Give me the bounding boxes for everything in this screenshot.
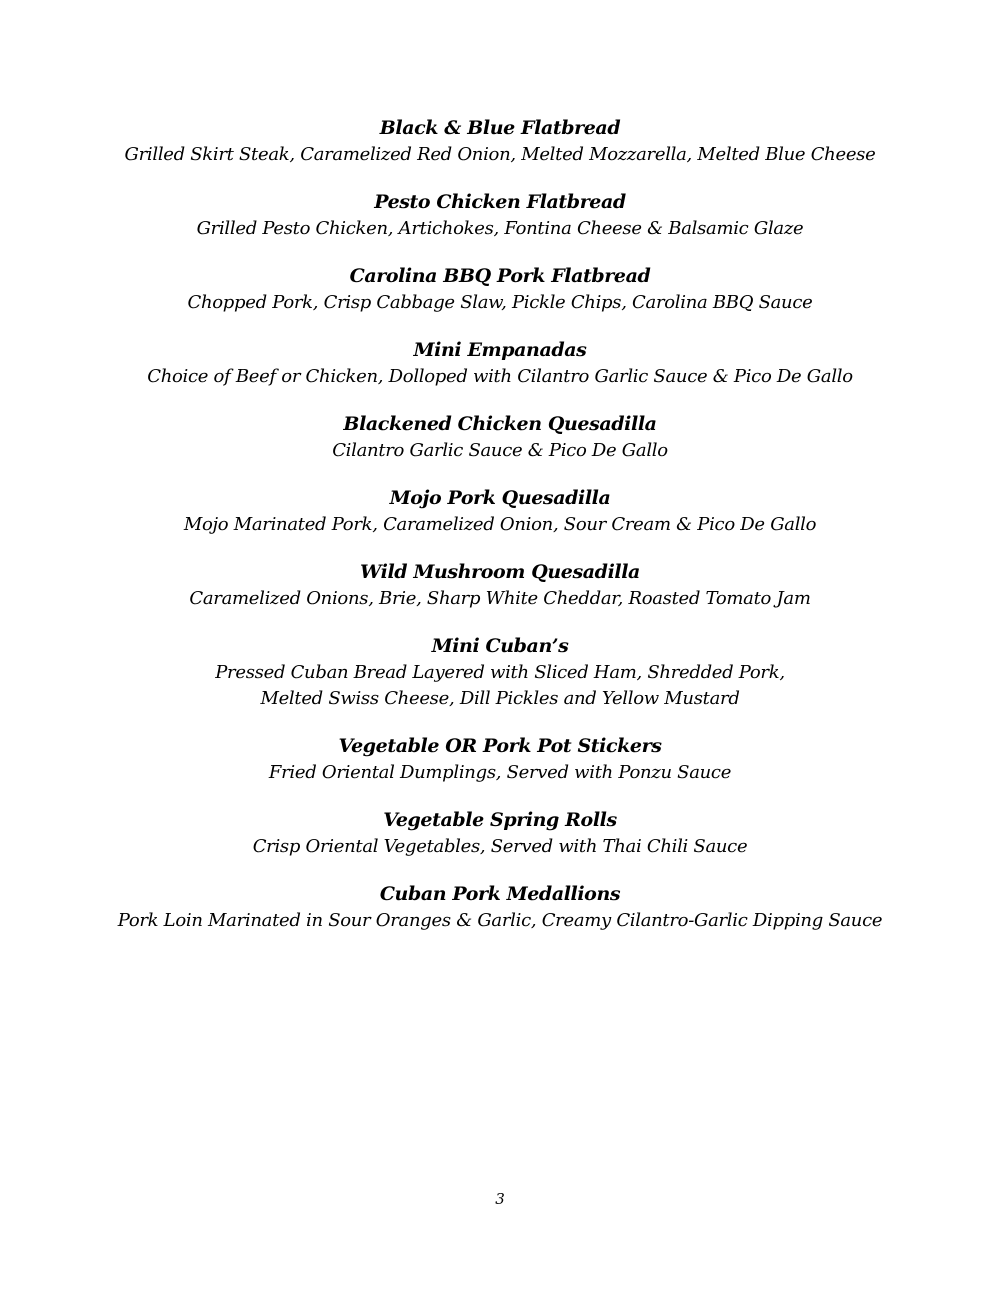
- menu-item-blackened-chicken-quesadilla: [0, 411, 1000, 464]
- menu-item-black-blue-flatbread: [0, 115, 1000, 168]
- item-description: Fried Oriental Dumplings, Served with Ponzu Sauce: [268, 762, 732, 783]
- item-name: Mini Empanadas: [413, 339, 587, 361]
- item-name: Mojo Pork Quesadilla: [389, 487, 611, 509]
- item-name: Wild Mushroom Quesadilla: [360, 561, 640, 583]
- menu-item-mini-cubans: [0, 633, 1000, 712]
- item-name: Vegetable OR Pork Pot Stickers: [338, 735, 662, 757]
- item-description: Pressed Cuban Bread Layered with Sliced Ham, Shredded Pork, Melted Swiss Cheese, Dill Pickles and Yellow Mustard: [215, 662, 785, 709]
- menu-item-pesto-chicken-flatbread: [0, 189, 1000, 242]
- menu-item-carolina-bbq-pork-flatbread: [0, 263, 1000, 316]
- item-description: Crisp Oriental Vegetables, Served with Thai Chili Sauce: [252, 836, 748, 857]
- item-description: Pork Loin Marinated in Sour Oranges & Garlic, Creamy Cilantro-Garlic Dipping Sauce: [117, 910, 883, 931]
- item-name: Pesto Chicken Flatbread: [374, 191, 626, 213]
- item-description: Chopped Pork, Crisp Cabbage Slaw, Pickle Chips, Carolina BBQ Sauce: [187, 292, 813, 313]
- menu-item-cuban-pork-medallions: [0, 881, 1000, 934]
- item-name: Vegetable Spring Rolls: [383, 809, 617, 831]
- menu-item-pot-stickers: [0, 733, 1000, 786]
- item-description: Grilled Pesto Chicken, Artichokes, Fontina Cheese & Balsamic Glaze: [196, 218, 804, 239]
- menu-item-vegetable-spring-rolls: [0, 807, 1000, 860]
- item-description: Cilantro Garlic Sauce & Pico De Gallo: [332, 440, 668, 461]
- item-name: Blackened Chicken Quesadilla: [343, 413, 657, 435]
- menu-list: [0, 115, 1000, 955]
- page-number: 3: [495, 1190, 505, 1208]
- item-description: Mojo Marinated Pork, Caramelized Onion, Sour Cream & Pico De Gallo: [183, 514, 817, 535]
- item-name: Carolina BBQ Pork Flatbread: [349, 265, 651, 287]
- menu-item-wild-mushroom-quesadilla: [0, 559, 1000, 612]
- menu-item-mojo-pork-quesadilla: [0, 485, 1000, 538]
- menu-item-mini-empanadas: [0, 337, 1000, 390]
- item-name: Mini Cuban’s: [431, 635, 569, 657]
- item-description: Choice of Beef or Chicken, Dolloped with Cilantro Garlic Sauce & Pico De Gallo: [147, 366, 853, 387]
- item-name: Black & Blue Flatbread: [379, 117, 621, 139]
- item-description: Caramelized Onions, Brie, Sharp White Cheddar, Roasted Tomato Jam: [189, 588, 811, 609]
- item-name: Cuban Pork Medallions: [379, 883, 621, 905]
- item-description: Grilled Skirt Steak, Caramelized Red Onion, Melted Mozzarella, Melted Blue Cheese: [124, 144, 876, 165]
